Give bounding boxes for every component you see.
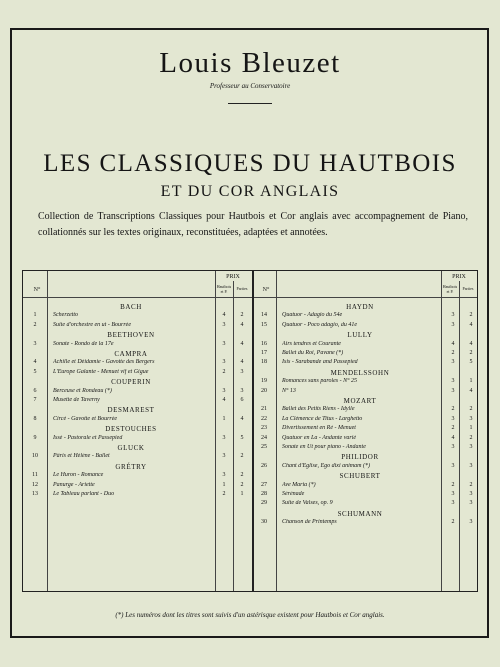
price-parties: 2 — [469, 406, 473, 413]
collection-subtitle: ET DU COR ANGLAIS — [160, 183, 340, 200]
price-hautbois: 3 — [451, 462, 455, 469]
footnote: (*) Les numéros dont les titres sont suivis d'un astérisque existent pour Hautbois et Cor anglais. — [115, 611, 385, 619]
catalog-number: 10 — [32, 453, 38, 460]
col-a-header-left: Hautbois et P. — [216, 284, 232, 294]
composer-heading: HAYDN — [346, 303, 374, 311]
price-hautbois: 3 — [451, 444, 455, 450]
catalog-number: 8 — [33, 415, 37, 422]
price-hautbois: 2 — [451, 350, 455, 356]
price-hautbois: 3 — [451, 359, 455, 366]
catalog-number: 23 — [261, 425, 267, 432]
price-parties: 2 — [469, 434, 473, 441]
price-hautbois: 2 — [222, 368, 226, 375]
col-divider — [441, 271, 442, 591]
price-header-left: PRIX — [226, 274, 240, 280]
catalog-number: 12 — [32, 481, 38, 488]
price-hautbois: 3 — [451, 387, 455, 394]
catalog-number: 22 — [261, 415, 267, 422]
price-hautbois: 4 — [222, 312, 226, 319]
price-hautbois: 3 — [222, 472, 226, 479]
header-rule — [23, 297, 477, 298]
price-hautbois: 3 — [451, 321, 455, 328]
piece-title: Musette de Taverny — [53, 397, 100, 403]
catalog-number: 26 — [261, 462, 267, 469]
catalog-number: 20 — [261, 387, 267, 394]
price-parties: 4 — [240, 321, 244, 328]
price-hautbois: 3 — [222, 359, 226, 366]
price-hautbois: 3 — [222, 321, 226, 328]
divider-rule — [228, 103, 272, 104]
catalog-number: 11 — [32, 472, 38, 479]
catalog-number: 14 — [261, 312, 267, 319]
piece-title: N° 13 — [282, 387, 296, 394]
composer-heading: GRÉTRY — [115, 462, 147, 471]
piece-title: Le Huron - Romance — [53, 472, 104, 479]
price-hautbois: 3 — [451, 312, 455, 319]
piece-title: Pâris et Hélène - Ballet — [53, 453, 110, 460]
catalog-number: 27 — [261, 481, 267, 488]
piece-title: Issé - Pastorale et Passepied — [53, 434, 123, 441]
composer-heading: LULLY — [347, 331, 373, 340]
piece-title: Divertissement en Ré - Menuet — [282, 425, 356, 432]
price-hautbois: 2 — [222, 491, 226, 497]
price-hautbois: 3 — [451, 415, 455, 422]
piece-title: Panurge - Ariette — [53, 481, 95, 488]
price-parties: 3 — [240, 368, 244, 375]
price-hautbois: 1 — [222, 481, 226, 488]
price-parties: 1 — [469, 378, 473, 385]
piece-title: La Clémence de Titus - Larghetto — [282, 415, 363, 422]
price-header-right: PRIX — [452, 274, 466, 280]
piece-title: Berceuse et Rondeau (*) — [53, 387, 112, 394]
composer-heading: DESMAREST — [107, 406, 155, 415]
price-parties: 2 — [469, 481, 473, 488]
catalog-number: 6 — [33, 387, 37, 394]
price-parties: 2 — [240, 472, 244, 479]
piece-title: Chanson de Printemps — [282, 519, 337, 526]
price-parties: 4 — [469, 387, 473, 394]
price-hautbois: 2 — [451, 519, 455, 526]
composer-heading: SCHUBERT — [339, 472, 381, 481]
piece-title: Quatuor - Poco adagio, du 41e — [282, 321, 357, 328]
catalog-number: 17 — [261, 350, 267, 356]
piece-title: Ave Maria (*) — [282, 481, 316, 488]
catalog-number: 25 — [261, 444, 267, 450]
col-divider — [233, 281, 234, 591]
price-parties: 5 — [469, 359, 473, 366]
price-parties: 3 — [469, 444, 473, 450]
composer-heading: DESTOUCHES — [105, 425, 157, 434]
composer-heading: SCHUMANN — [337, 509, 383, 518]
piece-title: Ballet du Roi, Pavane (*) — [282, 350, 344, 356]
col-divider — [215, 271, 216, 591]
composer-heading: CAMPRA — [114, 350, 148, 358]
piece-title: Sonate - Rondo de la 17e — [53, 340, 114, 347]
price-hautbois: 3 — [451, 500, 455, 507]
piece-title: Quatuor - Adagio du 54e — [282, 312, 343, 319]
catalog-number: 30 — [261, 519, 267, 526]
catalog-number: 13 — [32, 491, 38, 497]
price-hautbois: 3 — [222, 434, 226, 441]
composer-heading: MOZART — [343, 397, 377, 405]
piece-title: Ballet des Petits Riens - Idylle — [282, 406, 355, 413]
composer-heading: BEETHOVEN — [107, 331, 155, 340]
composer-heading: COUPERIN — [111, 378, 151, 387]
price-hautbois: 4 — [451, 340, 455, 347]
piece-title: L'Europe Galante - Menuet vif et Gigue — [53, 368, 149, 375]
price-parties: 3 — [469, 415, 473, 422]
catalog-table — [22, 270, 478, 592]
author-name: Louis Bleuzet — [159, 47, 341, 79]
price-parties: 4 — [240, 340, 244, 347]
price-parties: 4 — [469, 321, 473, 328]
catalog-number: 29 — [261, 500, 267, 507]
catalog-number: 7 — [33, 397, 37, 403]
piece-title: Quatuor en La - Andante varié — [282, 434, 357, 441]
catalog-number: 3 — [33, 340, 37, 347]
price-parties: 3 — [469, 519, 473, 526]
catalog-number: 2 — [33, 321, 37, 328]
price-parties: 1 — [240, 491, 244, 497]
catalog-number: 1 — [33, 312, 37, 319]
catalog-number: 15 — [261, 321, 267, 328]
composer-heading: PHILIDOR — [341, 453, 379, 462]
piece-title: Airs tendres et Courante — [282, 340, 341, 347]
catalog-number: 18 — [261, 359, 267, 366]
composer-heading: MENDELSSOHN — [330, 368, 390, 377]
price-parties: 3 — [469, 462, 473, 469]
price-hautbois: 2 — [451, 481, 455, 488]
catalog-number: 21 — [261, 406, 267, 413]
piece-title: Scherzetto — [53, 312, 78, 319]
price-hautbois: 1 — [222, 415, 226, 422]
collection-description: Collection de Transcriptions Classiques pour Hautbois et Cor anglais avec accompagnement de Piano, collationnés sur les textes originaux, reconstituées, adaptées et annotées. — [38, 211, 468, 238]
price-hautbois: 4 — [222, 397, 226, 403]
catalog-number: 9 — [33, 434, 37, 441]
num-header-left: N° — [33, 287, 41, 293]
catalog-number: 19 — [261, 378, 267, 385]
col-b-header-left: Parties — [236, 286, 248, 291]
price-parties: 6 — [240, 397, 244, 403]
col-b-header-right: Parties — [462, 286, 474, 291]
piece-title: Romances sans paroles - N° 25 — [282, 378, 358, 385]
price-parties: 3 — [469, 500, 473, 507]
price-hautbois: 2 — [451, 425, 455, 432]
price-parties: 2 — [240, 312, 244, 319]
price-hautbois: 3 — [222, 387, 226, 394]
price-parties: 3 — [240, 387, 244, 394]
catalog-number: 16 — [261, 340, 267, 347]
price-parties: 4 — [469, 340, 473, 347]
piece-title: Sonate en Ut pour piano - Andante — [282, 444, 366, 450]
num-header-right: N° — [262, 287, 270, 293]
piece-title: Suite d'orchestre en ut - Bourrée — [53, 321, 131, 328]
price-parties: 5 — [240, 434, 244, 441]
price-parties: 4 — [240, 415, 244, 422]
price-hautbois: 3 — [222, 340, 226, 347]
price-parties: 2 — [469, 350, 473, 356]
price-hautbois: 3 — [222, 453, 226, 460]
piece-title: Circé - Gavotte et Bourrée — [53, 415, 118, 422]
price-parties: 2 — [469, 312, 473, 319]
price-hautbois: 2 — [451, 406, 455, 413]
piece-title: Chant d'Église, Ego dixi animam (*) — [282, 462, 370, 469]
piece-title: Achille et Déidamie - Gavotte des Bergers — [53, 359, 155, 366]
price-parties: 3 — [469, 491, 473, 497]
col-a-header-right: Hautbois et P. — [442, 284, 458, 294]
author-position: Professeur au Conservatoire — [209, 82, 291, 90]
price-parties: 2 — [240, 453, 244, 460]
price-hautbois: 3 — [451, 491, 455, 497]
piece-title: Suite de Valses, op. 9 — [282, 500, 333, 507]
price-parties: 1 — [469, 425, 473, 432]
composer-heading: BACH — [120, 303, 142, 311]
catalog-number: 4 — [33, 359, 37, 366]
price-parties: 2 — [240, 481, 244, 488]
piece-title: Isis - Sarabande and Passepied — [282, 359, 358, 366]
piece-title: Le Tableau parlant - Duo — [53, 491, 115, 497]
catalog-number: 28 — [261, 491, 267, 497]
catalog-number: 5 — [33, 368, 37, 375]
collection-title: LES CLASSIQUES DU HAUTBOIS — [43, 150, 457, 177]
piece-title: Sérénade — [282, 491, 305, 497]
price-parties: 4 — [240, 359, 244, 366]
col-divider — [276, 271, 277, 591]
catalog-number: 24 — [261, 434, 267, 441]
price-hautbois: 3 — [451, 378, 455, 385]
composer-heading: GLUCK — [117, 444, 145, 452]
price-hautbois: 4 — [451, 434, 455, 441]
